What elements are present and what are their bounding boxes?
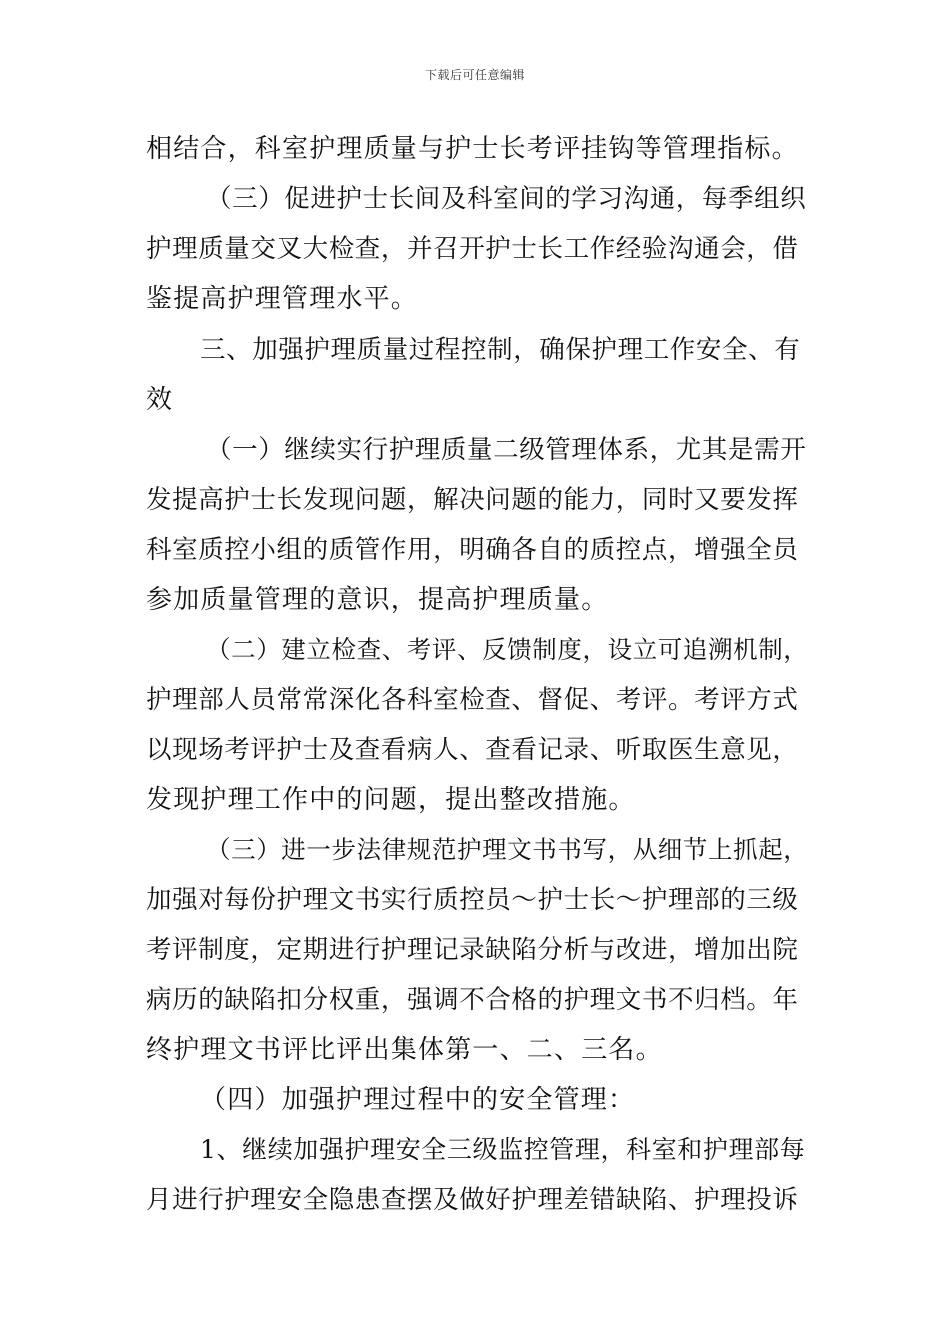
body-line-15: （三）进一步法律规范护理文书书写，从细节上抓起， [206, 835, 809, 864]
body-line-4: 鉴提高护理管理水平。 [146, 284, 419, 314]
body-line-16: 加强对每份护理文书实行质控员～护士长～护理部的三级 [146, 885, 799, 915]
body-line-9: 科室质控小组的质管作用，明确各自的质控点，增强全员 [146, 535, 799, 565]
body-line-1: 相结合，科室护理质量与护士长考评挂钩等管理指标。 [146, 134, 799, 164]
body-line-18: 病历的缺陷扣分权重，强调不合格的护理文书不归档。年 [146, 985, 799, 1015]
body-line-22: 月进行护理安全隐患查摆及做好护理差错缺陷、护理投诉 [146, 1185, 799, 1215]
body-line-21: 1、继续加强护理安全三级监控管理，科室和护理部每 [200, 1135, 806, 1164]
body-line-19: 终护理文书评比评出集体第一、二、三名。 [146, 1035, 663, 1065]
body-line-6: 效 [146, 385, 174, 415]
body-line-20: （四）加强护理过程中的安全管理： [200, 1085, 636, 1115]
body-line-5: 三、加强护理质量过程控制，确保护理工作安全、有 [200, 335, 801, 365]
body-line-2: （三）促进护士长间及科室间的学习沟通，每季组织 [206, 184, 807, 214]
body-line-7: （一）继续实行护理质量二级管理体系，尤其是需开 [206, 435, 807, 465]
body-line-17: 考评制度，定期进行护理记录缺陷分析与改进，增加出院 [146, 935, 799, 965]
body-line-13: 以现场考评护士及查看病人、查看记录、听取医生意见， [146, 735, 799, 765]
body-line-10: 参加质量管理的意识，提高护理质量。 [146, 585, 609, 615]
body-line-12: 护理部人员常常深化各科室检查、督促、考评。考评方式 [146, 685, 799, 715]
body-line-3: 护理质量交叉大检查，并召开护士长工作经验沟通会，借 [146, 234, 799, 264]
body-line-8: 发提高护士长发现问题，解决问题的能力，同时又要发挥 [146, 485, 799, 515]
body-line-14: 发现护理工作中的问题，提出整改措施。 [146, 785, 636, 815]
body-line-11: （二）建立检查、考评、反馈制度，设立可追溯机制， [206, 635, 809, 664]
page-header: 下载后可任意编辑 [424, 68, 525, 82]
